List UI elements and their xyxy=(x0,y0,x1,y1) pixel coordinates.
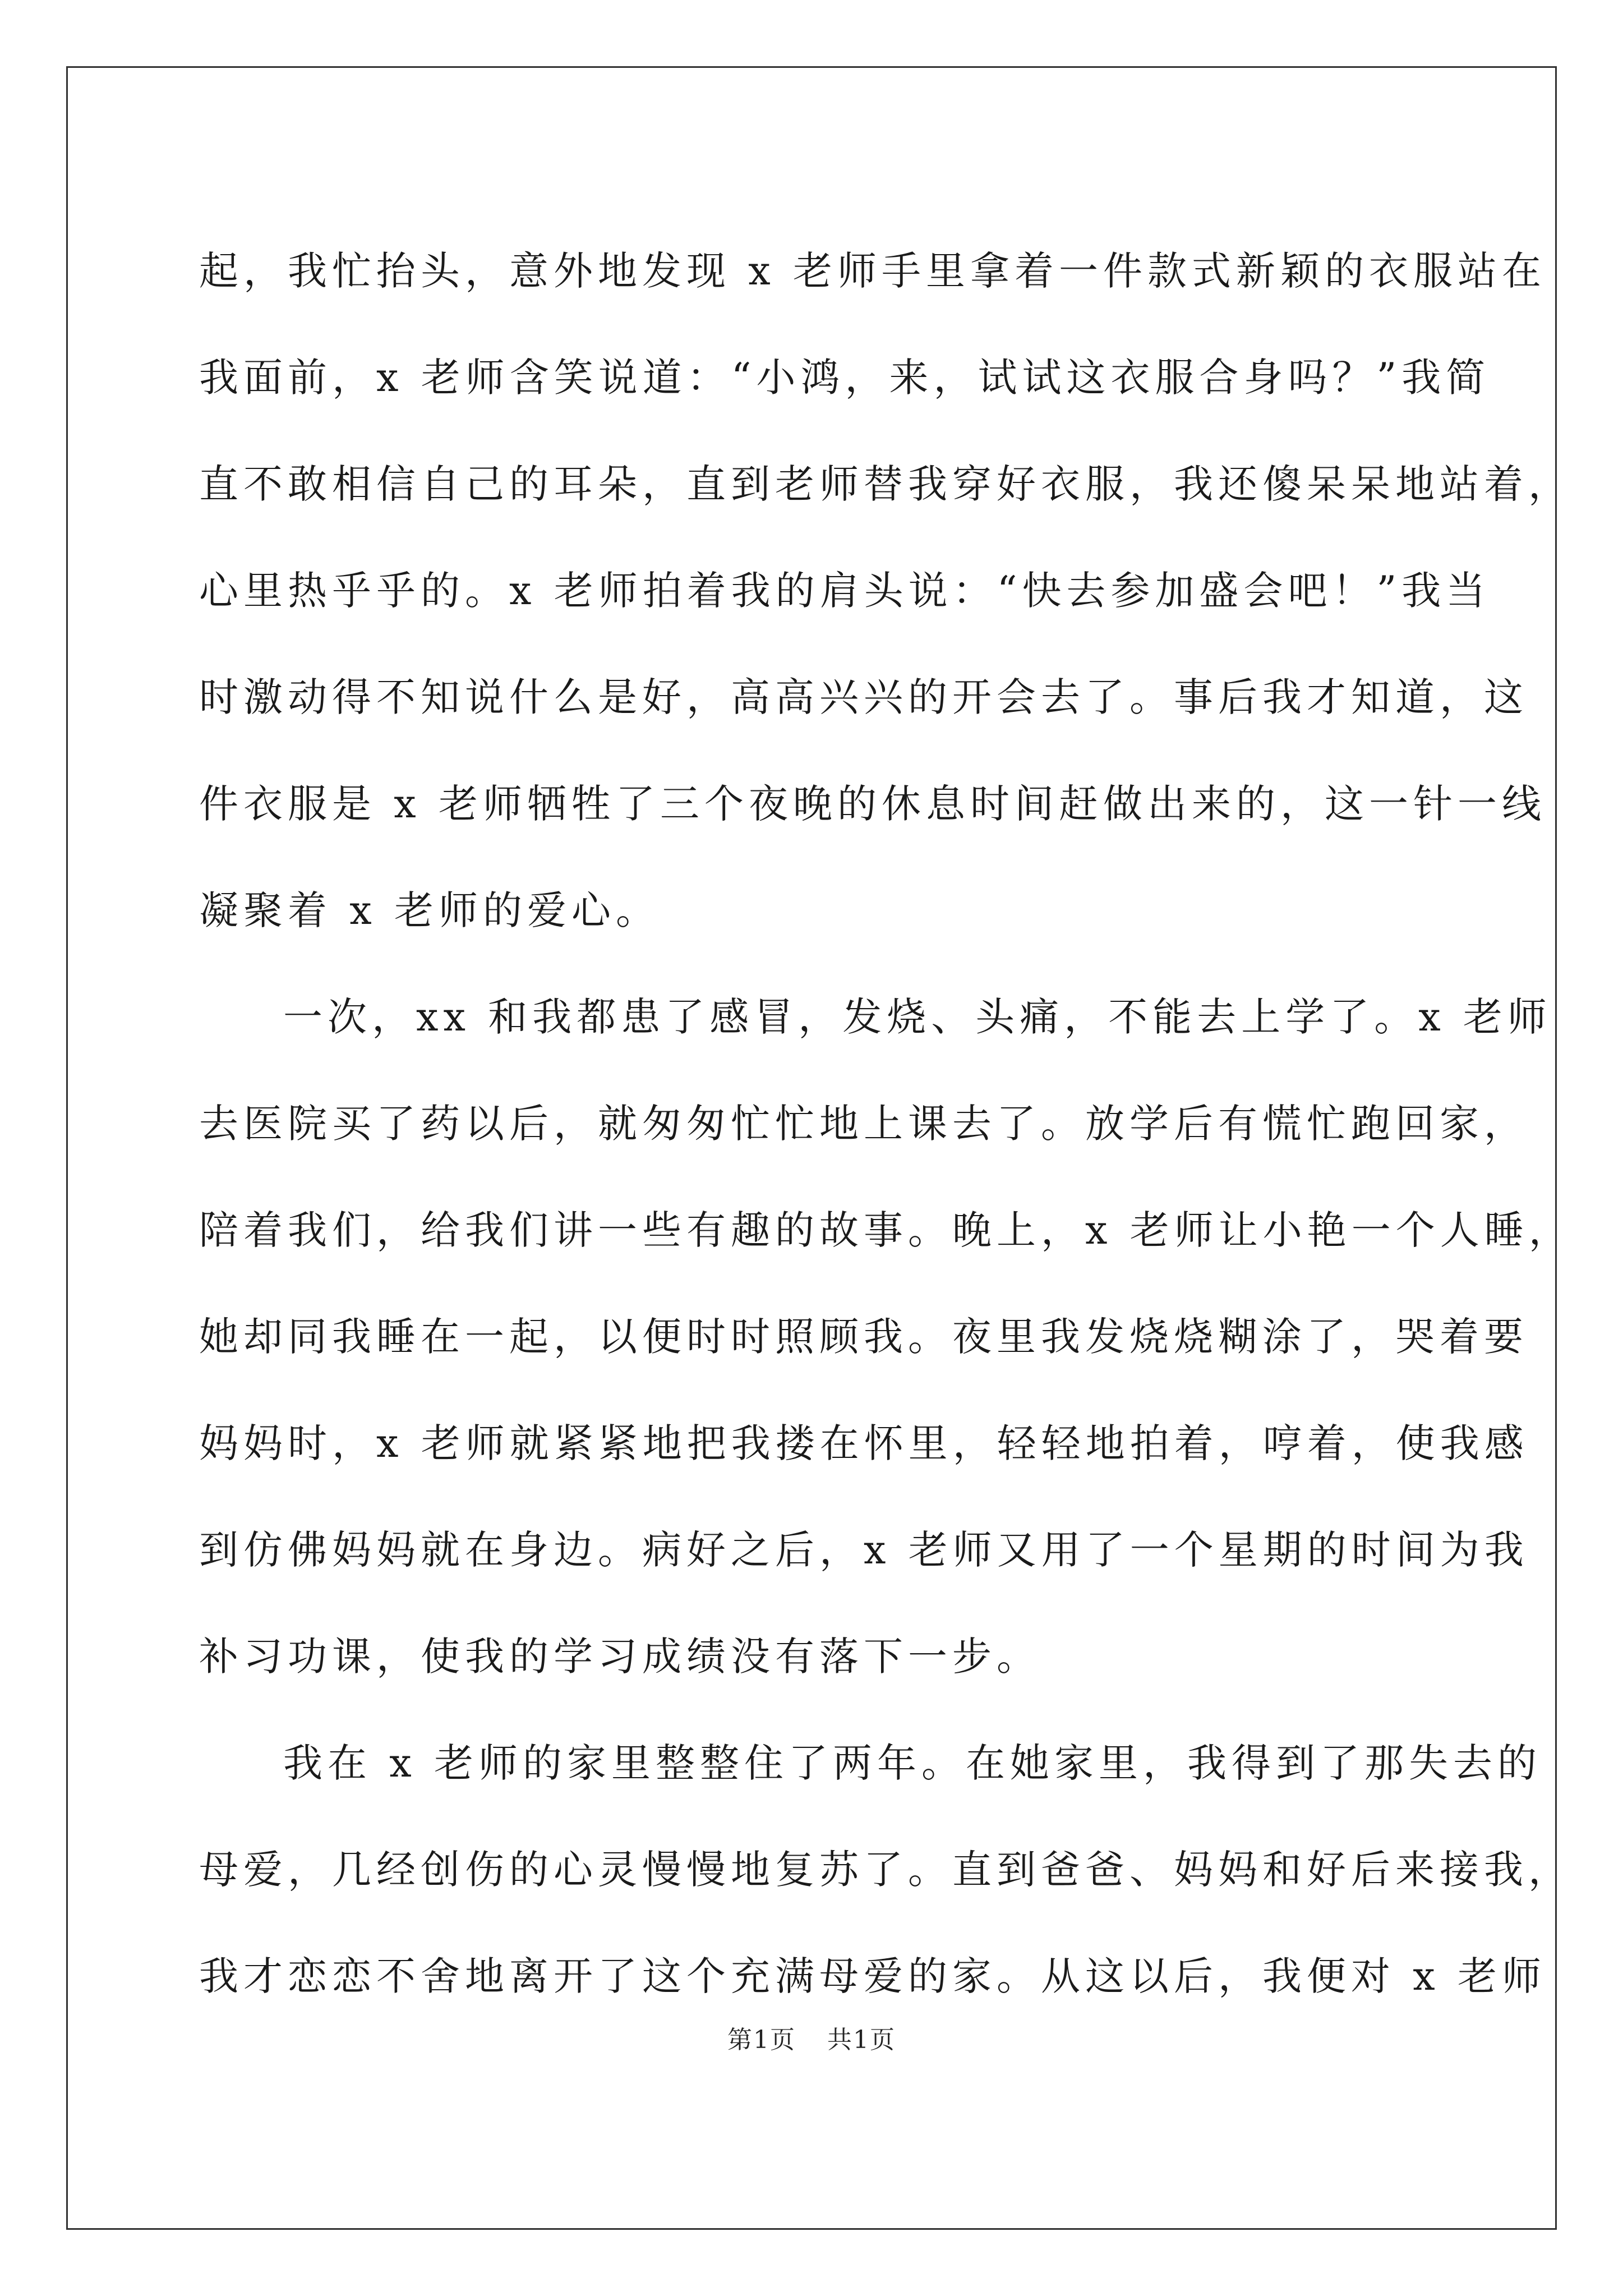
text-line-first: 一次，xx 和我都患了感冒，发烧、头痛，不能去上学了。x 老师 xyxy=(283,994,1552,1040)
text-line: 我才恋恋不舍地离开了这个充满母爱的家。从这以后，我便对 x 老师 xyxy=(199,1953,1546,1999)
text-line: 时激动得不知说什么是好，高高兴兴的开会去了。事后我才知道，这 xyxy=(199,674,1528,720)
text-line: 到仿佛妈妈就在身边。病好之后，x 老师又用了一个星期的时间为我 xyxy=(199,1527,1529,1573)
paragraph-2 xyxy=(199,964,1573,1710)
text-line: 直不敢相信自己的耳朵，直到老师替我穿好衣服，我还傻呆呆地站着， xyxy=(199,461,1573,507)
text-line: 心里热乎乎的。x 老师拍着我的肩头说：“快去参加盛会吧！”我当 xyxy=(199,568,1491,614)
text-line: 陪着我们，给我们讲一些有趣的故事。晚上，x 老师让小艳一个人睡， xyxy=(199,1207,1573,1253)
text-line: 妈妈时，x 老师就紧紧地把我搂在怀里，轻轻地拍着，哼着，使我感 xyxy=(199,1420,1529,1466)
document-body xyxy=(199,218,1573,2030)
text-line: 我面前，x 老师含笑说道：“小鸿，来，试试这衣服合身吗？”我简 xyxy=(199,355,1491,401)
paragraph-3 xyxy=(199,1710,1573,2030)
page-total: 共1页 xyxy=(827,2026,896,2054)
paragraph-1 xyxy=(199,218,1573,964)
text-line: 补习功课，使我的学习成绩没有落下一步。 xyxy=(199,1634,1041,1680)
text-line-first: 我在 x 老师的家里整整住了两年。在她家里，我得到了那失去的 xyxy=(283,1740,1542,1786)
text-line: 她却同我睡在一起，以便时时照顾我。夜里我发烧烧糊涂了，哭着要 xyxy=(199,1314,1528,1360)
page-number: 第1页 xyxy=(727,2026,796,2054)
text-line: 去医院买了药以后，就匆匆忙忙地上课去了。放学后有慌忙跑回家， xyxy=(199,1101,1528,1147)
page-footer xyxy=(0,2019,1623,2055)
text-line: 母爱，几经创伤的心灵慢慢地复苏了。直到爸爸、妈妈和好后来接我， xyxy=(199,1847,1573,1893)
text-line: 凝聚着 x 老师的爱心。 xyxy=(199,887,660,933)
text-line: 起，我忙抬头，意外地发现 x 老师手里拿着一件款式新颖的衣服站在 xyxy=(199,248,1546,294)
text-line: 件衣服是 x 老师牺牲了三个夜晚的休息时间赶做出来的，这一针一线 xyxy=(199,781,1546,827)
